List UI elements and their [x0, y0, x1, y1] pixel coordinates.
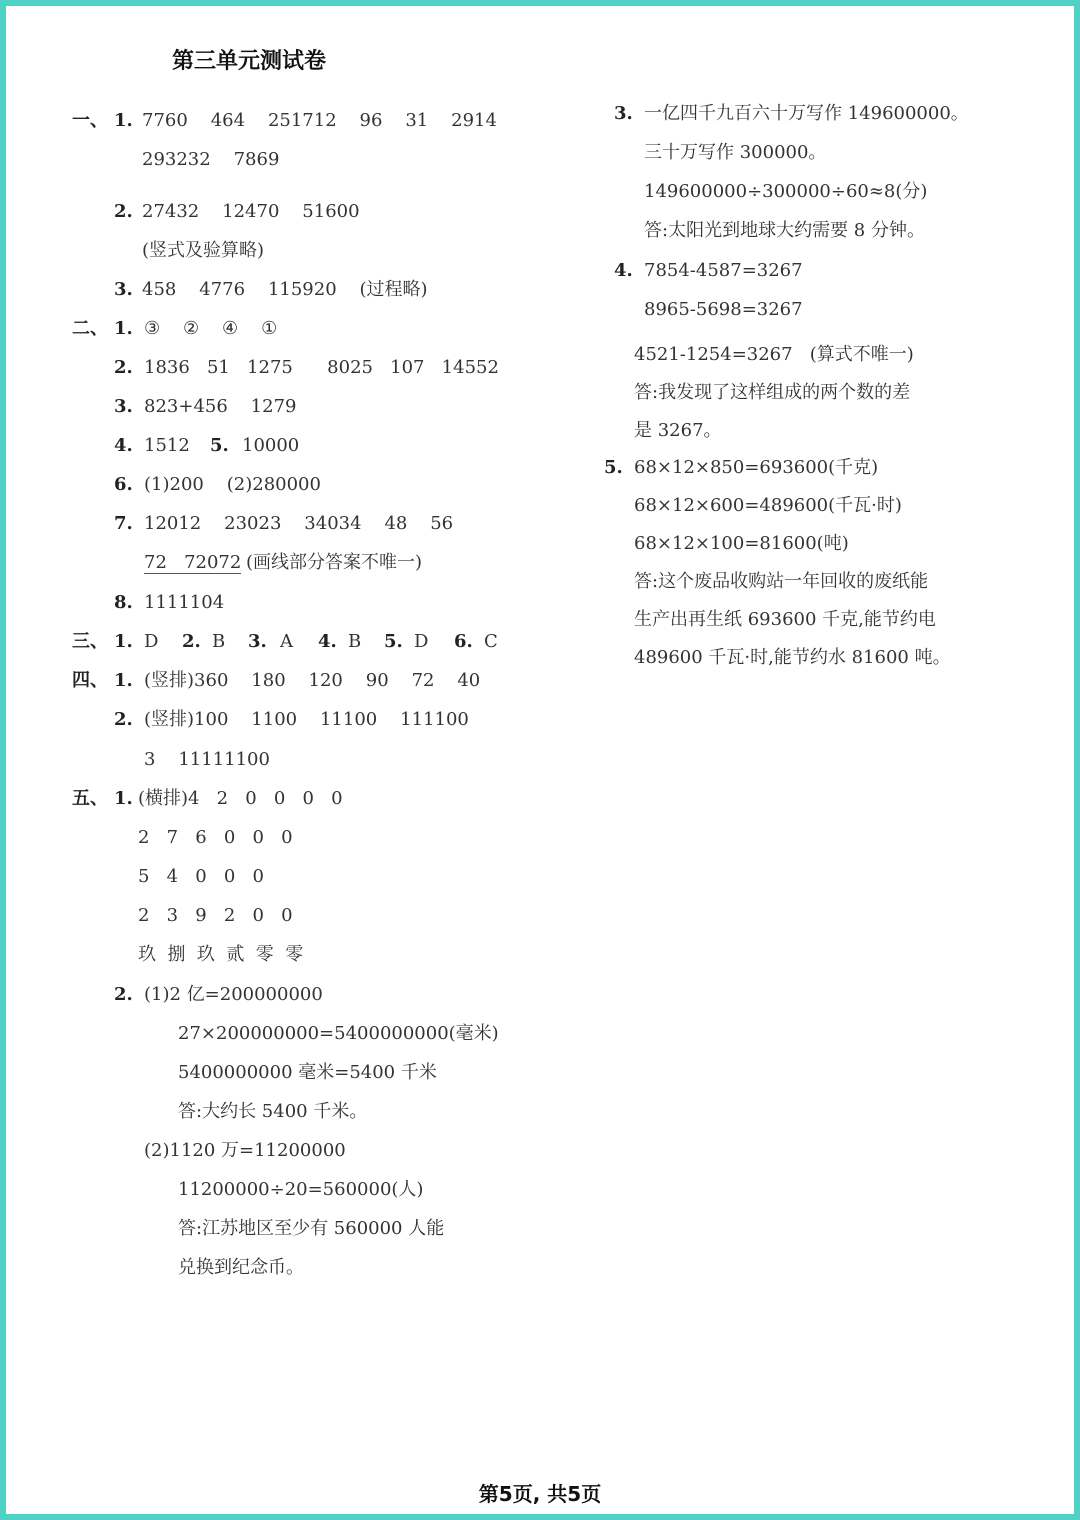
answer-line: 三十万写作 300000。: [644, 142, 827, 163]
answer-line: 27432 12470 51600: [142, 201, 360, 222]
answer-line: 68×12×600=489600(千瓦·时): [634, 495, 902, 516]
answer-line: 答:太阳光到地球大约需要 8 分钟。: [644, 220, 925, 241]
answer-line: 1111104: [144, 592, 225, 613]
page-footer: 第5页, 共5页: [478, 1482, 602, 1506]
section-label: 二、: [72, 318, 108, 339]
choice-answer: B: [212, 631, 226, 652]
choice-answer: D: [144, 631, 159, 652]
question-number: 2.: [114, 709, 133, 730]
question-number: 6.: [454, 631, 473, 652]
answer-line: 27×200000000=5400000000(毫米): [178, 1023, 499, 1044]
question-number: 6.: [114, 474, 133, 495]
answer-line: 8965-5698=3267: [644, 299, 803, 320]
question-number: 3.: [114, 396, 133, 417]
answer-line: 11200000÷20=560000(人): [178, 1179, 424, 1200]
answer-line: 答:这个废品收购站一年回收的废纸能: [634, 571, 929, 592]
answer-line: (竖式及验算略): [142, 240, 265, 261]
section-label: 三、: [72, 631, 108, 652]
answer-line: 149600000÷300000÷60≈8(分): [644, 181, 928, 202]
answer-line: (竖排)360 180 120 90 72 40: [144, 670, 481, 691]
question-number: 5.: [210, 435, 229, 456]
question-number: 3.: [114, 279, 133, 300]
question-number: 3.: [248, 631, 267, 652]
question-number: 1.: [114, 318, 133, 339]
answer-line: 3 11111100: [144, 749, 270, 770]
answer-line: 2 3 9 2 0 0: [138, 905, 293, 926]
answer-line: 68×12×100=81600(吨): [634, 533, 849, 554]
answer-line: 489600 千瓦·时,能节约水 81600 吨。: [634, 647, 951, 668]
choice-answer: B: [348, 631, 362, 652]
question-number: 8.: [114, 592, 133, 613]
question-number: 4.: [114, 435, 133, 456]
underlined-answer: 72 72072: [144, 552, 242, 573]
answer-line: 2 7 6 0 0 0: [138, 827, 293, 848]
question-number: 2.: [114, 201, 133, 222]
answer-line: 7760 464 251712 96 31 2914: [142, 110, 497, 131]
answer-line: 答:大约长 5400 千米。: [178, 1101, 368, 1122]
answer-line: 823+456 1279: [144, 396, 297, 417]
answer-line: 答:我发现了这样组成的两个数的差: [634, 382, 911, 403]
answer-note: (画线部分答案不唯一): [246, 552, 423, 573]
answer-line: 玖 捌 玖 贰 零 零: [138, 944, 304, 965]
question-number: 1.: [114, 110, 133, 131]
answer-line: (1)2 亿=200000000: [144, 984, 323, 1005]
choice-answer: C: [484, 631, 498, 652]
question-number: 2.: [182, 631, 201, 652]
answer-line: 68×12×850=693600(千克): [634, 457, 879, 478]
answer-line: 兑换到纪念币。: [178, 1257, 304, 1278]
answer-line: (竖排)100 1100 11100 111100: [144, 709, 469, 730]
answer-line: 一亿四千九百六十万写作 149600000。: [644, 103, 969, 124]
choice-answer: A: [280, 631, 293, 652]
question-number: 4.: [614, 260, 633, 281]
question-number: 3.: [614, 103, 633, 124]
answer-line: 5 4 0 0 0: [138, 866, 264, 887]
section-label: 五、: [72, 788, 108, 809]
question-number: 5.: [604, 457, 623, 478]
answer-line: 7854-4587=3267: [644, 260, 803, 281]
answer-line: 是 3267。: [634, 420, 722, 441]
answer-line: 生产出再生纸 693600 千克,能节约电: [634, 609, 936, 630]
section-label: 一、: [72, 110, 108, 131]
answer-line: (横排)4 2 0 0 0 0: [138, 788, 343, 809]
answer-line: ③ ② ④ ①: [144, 318, 278, 339]
question-number: 1.: [114, 631, 133, 652]
answer-line: 1512: [144, 435, 190, 456]
answer-line: 293232 7869: [142, 149, 280, 170]
question-number: 1.: [114, 788, 133, 809]
section-label: 四、: [72, 670, 108, 691]
page-title: 第三单元测试卷: [172, 49, 327, 74]
answer-line: 答:江苏地区至少有 560000 人能: [178, 1218, 445, 1239]
question-number: 2.: [114, 984, 133, 1005]
answer-line: (2)1120 万=11200000: [144, 1140, 346, 1161]
answer-line: 12012 23023 34034 48 56: [144, 513, 454, 534]
question-number: 1.: [114, 670, 133, 691]
answer-line: 4521-1254=3267 (算式不唯一): [634, 344, 914, 365]
question-number: 4.: [318, 631, 337, 652]
answer-line: 458 4776 115920 (过程略): [142, 279, 428, 300]
question-number: 5.: [384, 631, 403, 652]
answer-line: (1)200 (2)280000: [144, 474, 321, 495]
answer-line: 5400000000 毫米=5400 千米: [178, 1062, 437, 1083]
question-number: 2.: [114, 357, 133, 378]
question-number: 7.: [114, 513, 133, 534]
answer-line: 10000: [242, 435, 300, 456]
answer-line: 1836 51 1275 8025 107 14552: [144, 357, 499, 378]
choice-answer: D: [414, 631, 429, 652]
